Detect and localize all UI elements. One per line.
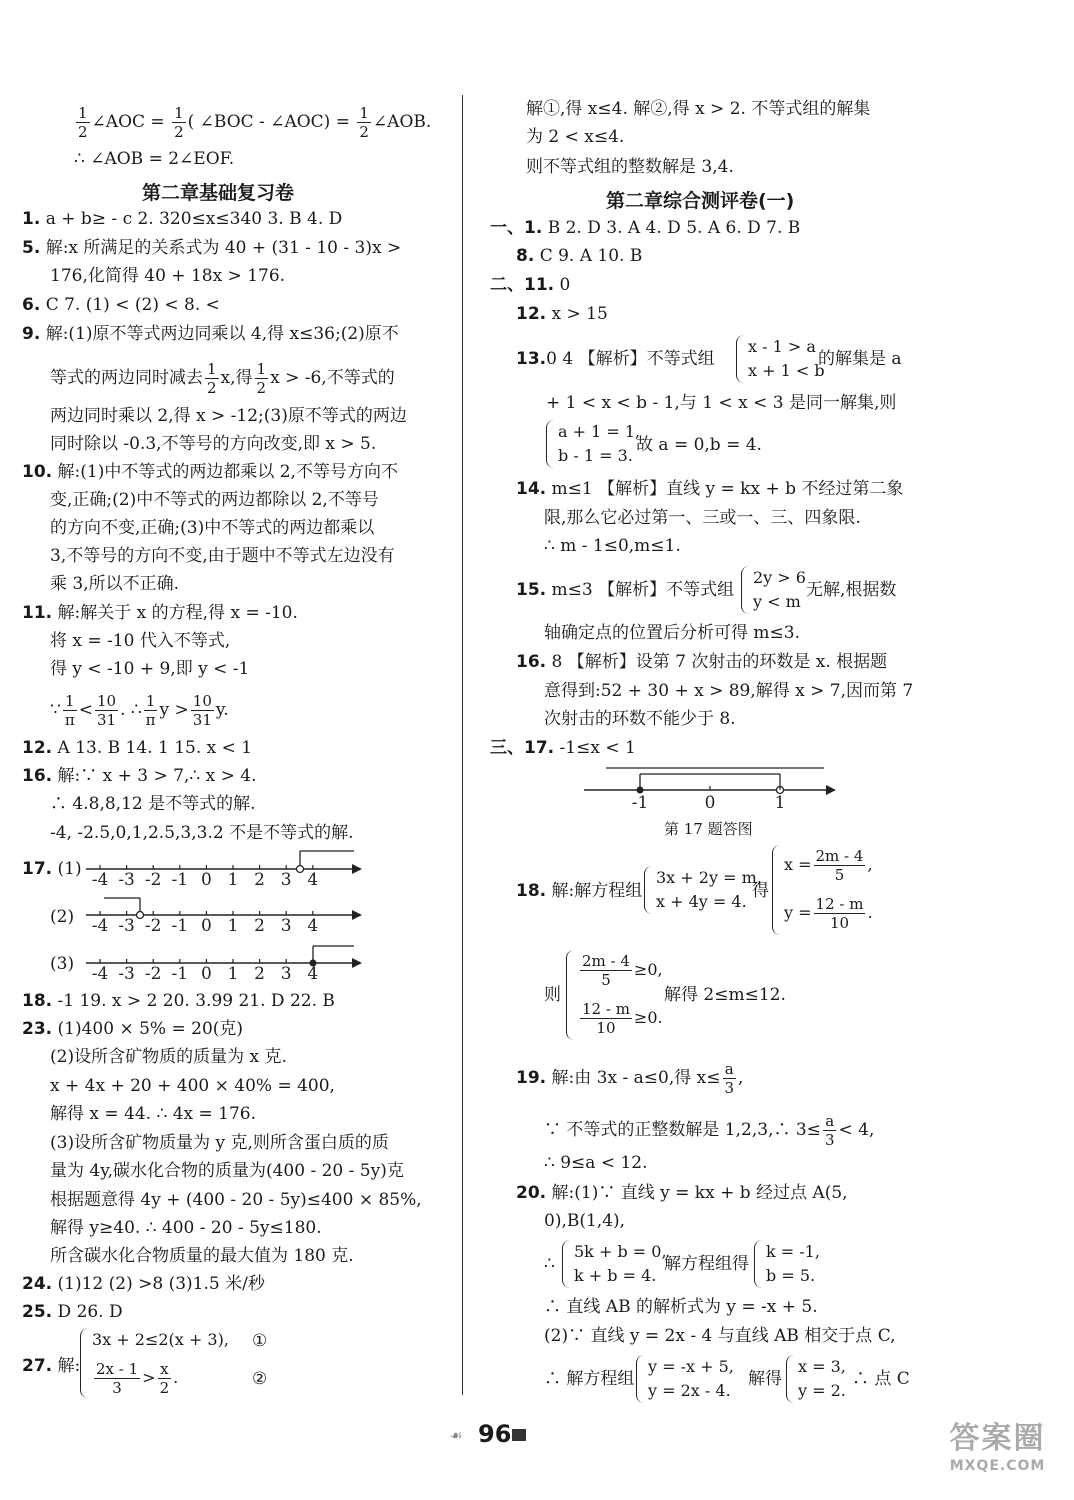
s17-tick-label: 0 [704,793,716,812]
s20-system-1: 5k + b = 0, k + b = 4. [562,1240,662,1290]
q17-tick-label: 2 [254,964,266,984]
answer-s14: 14. m≤1 【解析】直线 y = kx + b 不经过第二象 [516,479,904,499]
answer-q10-line2: 变,正确;(2)中不等式的两边都除以 2,不等号 [50,490,379,510]
right-line-3: 则不等式组的整数解是 3,4. [526,157,734,177]
answer-q11-line2: 将 x = -10 代入不等式, [50,631,231,651]
answer-q23-line3: x + 4x + 20 + 400 × 40% = 400, [50,1076,335,1096]
answer-s20: 20. 解:(1)∵ 直线 y = kx + b 经过点 A(5, [516,1183,848,1203]
s13-line-2: + 1 < x < b - 1,与 1 < x < 3 是同一解集,则 [546,393,897,413]
q17-tick-label: 3 [280,870,292,890]
q27-mark-2: ② [252,1369,268,1389]
column-divider [462,95,463,1395]
q17-tick-label: -4 [91,870,109,890]
answer-q23-line9: 所含碳水化合物质量的最大值为 180 克. [50,1246,354,1266]
answer-q10-line5: 乘 3,所以不正确. [50,574,180,594]
answer-q24: 24. (1)12 (2) >8 (3)1.5 米/秒 [22,1274,265,1294]
s20-text-5: ∴ 点 C [852,1369,910,1389]
s15-system: 2y > 6 y < m [741,566,811,616]
q27-mark-1: ① [252,1331,268,1351]
s13-system-2: a + 1 = 1, b - 1 = 3. [546,420,646,470]
s20-text-4: 解得 [748,1369,782,1389]
s20-text-3: ∴ 解方程组 [544,1369,635,1389]
s19-line-2: ∵ 不等式的正整数解是 1,2,3,∴ 3≤ $\frac{a}{3}$ < 4, [544,1112,875,1149]
q17-tick-label: 1 [227,916,239,936]
answer-q23-line7: 根据题意得 4y + (400 - 20 - 5y)≤400 × 85%, [50,1190,422,1210]
q17-tick-label: 4 [307,870,319,890]
section-title-basic-review: 第二章基础复习卷 [142,182,295,204]
s17-number-line [584,760,844,812]
answer-q23-line6: 量为 4y,碳水化合物的质量为(400 - 20 - 5y)克 [50,1161,404,1181]
answer-s8: 8. C 9. A 10. B [516,246,643,266]
s16-line-2: 意得到:52 + 30 + x > 89,解得 x > 7,因而第 7 [544,681,914,701]
answer-q12: 12. A 13. B 14. 1 15. x < 1 [22,738,253,758]
s20-system-2: k = -1, b = 5. [754,1240,834,1290]
s20-line-2: 0),B(1,4), [544,1211,626,1231]
s17-figure-caption: 第 17 题答图 [664,820,753,838]
answer-q10: 10. 解:(1)中不等式的两边都乘以 2,不等号方向不 [22,462,398,482]
q17-tick-label: -2 [144,964,162,984]
s20-therefore-1: ∴ [544,1254,555,1274]
q17-tick-label: -1 [171,916,189,936]
s13-text-3: 故 a = 0,b = 4. [636,435,762,455]
s20-line-5: (2)∵ 直线 y = 2x - 4 与直线 AB 相交于点 C, [544,1326,896,1346]
answer-q9-line2: 等式的两边同时减去 $\frac{1}{2}$ x,得 $\frac{1}{2}$ x > -6,不等式的 [50,360,395,397]
q17-tick-label: -4 [91,964,109,984]
q17-tick-label: 1 [227,870,239,890]
q17-label-3: (3) [50,954,75,974]
s18-solution: x = $\frac{2m - 4}{5}$ , y = $\frac{12 - m}{10}$ . [772,845,882,937]
page-ornament-icon: ☙ [450,1428,463,1444]
answer-q11-line4: ∵ $\frac{1}{\pi}$ < $\frac{10}{31}$ . ∴ $\frac{1}{\pi}$ y > $\frac{10}{31}$ y. [50,692,229,729]
s17-tick-label: 1 [774,793,786,812]
answer-q23-line5: (3)设所含矿物质量为 y 克,则所含蛋白质的质 [50,1133,389,1153]
s14-line-3: ∴ m - 1≤0,m≤1. [544,536,681,556]
answer-q25: 25. D 26. D [22,1302,123,1322]
s18-text-3: 则 [544,985,561,1005]
s20-system-4: x = 3, y = 2. [786,1355,856,1405]
answer-q18: 18. -1 19. x > 2 20. 3.99 21. D 22. B [22,991,335,1011]
q17-tick-label: -3 [118,870,135,890]
answer-s17: 三、17. -1≤x < 1 [490,738,636,758]
q17-tick-label: 3 [280,916,292,936]
q17-tick-label: 4 [307,916,319,936]
answer-q27: 27. 解: [22,1356,81,1376]
s18-text-2: 得 [752,881,769,901]
answer-q23-line4: 解得 x = 44. ∴ 4x = 176. [50,1104,257,1124]
q17-tick-label: 3 [280,964,292,984]
s14-line-2: 限,那么它必过第一、三或一、三、四象限. [544,508,861,528]
top-equation-line: $\frac{1}{2}$ ∠AOC = $\frac{1}{2}$ ( ∠BOC - ∠AOC) = $\frac{1}{2}$ ∠AOB. [78,104,432,141]
q17-tick-label: 4 [307,964,319,984]
q17-tick-label: -2 [144,916,162,936]
q17-tick-label: -1 [171,870,189,890]
q17-tick-label: -3 [118,964,135,984]
answer-q10-line4: 3,不等号的方向不变,由于题中不等式左边没有 [50,546,395,566]
answer-q11: 11. 解:解关于 x 的方程,得 x = -10. [22,603,298,623]
answer-q9-line4: 同时除以 -0.3,不等号的方向改变,即 x > 5. [50,434,377,454]
s15-text-2: 无解,根据数 [806,580,897,600]
s13-system: x - 1 > a x + 1 < b [736,335,826,385]
q27-system: 3x + 2≤2(x + 3), $\frac{2x - 1}{3}$ > $\frac{x}{2}$ . [80,1328,260,1400]
section-title-comprehensive: 第二章综合测评卷(一) [606,190,795,212]
s18-inequalities: $\frac{2m - 4}{5}$ ≥0, $\frac{12 - m}{10}$ ≥0. [566,950,666,1042]
answer-q11-line3: 得 y < -10 + 9,即 y < -1 [50,659,250,679]
page-number: 96 [478,1420,512,1448]
right-line-2: 为 2 < x≤4. [526,127,625,147]
s20-text-2: 解方程组得 [664,1254,749,1274]
answer-q16: 16. 解:∵ x + 3 > 7,∴ x > 4. [22,766,257,786]
answer-q16-line3: -4, -2.5,0,1,2.5,3,3.2 不是不等式的解. [50,823,354,843]
left-column [22,0,452,1420]
answer-q9-line3: 两边同时乘以 2,得 x > -12;(3)原不等式的两边 [50,406,407,426]
answer-s19: 19. 解:由 3x - a≤0,得 x≤ $\frac{a}{3}$ , [516,1060,744,1097]
answer-s16: 16. 8 【解析】设第 7 次射击的环数是 x. 根据题 [516,652,888,672]
s13-text-2: 的解集是 a [818,349,902,369]
answer-q23-line8: 解得 y≥40. ∴ 400 - 20 - 5y≤180. [50,1218,322,1238]
answer-q10-line3: 的方向不变,正确;(3)中不等式的两边都乘以 [50,518,375,538]
answer-q23-line2: (2)设所含矿物质的质量为 x 克. [50,1047,287,1067]
right-column [490,0,916,1420]
q17-tick-label: -2 [144,870,162,890]
s18-text-4: 解得 2≤m≤12. [664,985,786,1005]
watermark-logo: 答案圈 MXQE.COM [949,1421,1046,1474]
q17-tick-label: 2 [254,870,266,890]
q17-tick-label: -4 [91,916,109,936]
s16-line-3: 次射击的环数不能少于 8. [544,709,736,729]
right-line-1: 解①,得 x≤4. 解②,得 x > 2. 不等式组的解集 [526,99,871,119]
s18-system: 3x + 2y = m, x + 4y = 4. [644,866,764,916]
answer-s18: 18. 解:解方程组 [516,881,643,901]
q17-tick-label: 2 [254,916,266,936]
q17-tick-label: -3 [118,916,135,936]
q17-label-2: (2) [50,907,75,927]
answer-q5-line2: 176,化简得 40 + 18x > 176. [50,266,286,286]
page-ornament-box-icon [512,1429,526,1441]
q17-tick-label: -1 [171,964,189,984]
answer-q5: 5. 解:x 所满足的关系式为 40 + (31 - 10 - 3)x > [22,238,402,258]
answer-q1: 1. a + b≥ - c 2. 320≤x≤340 3. B 4. D [22,209,343,229]
top-conclusion: ∴ ∠AOB = 2∠EOF. [74,149,235,169]
answer-q23: 23. (1)400 × 5% = 20(克) [22,1019,244,1039]
answer-s15: 15. m≤3 【解析】不等式组 [516,580,735,600]
answer-s1: 一、1. B 2. D 3. A 4. D 5. A 6. D 7. B [490,218,801,238]
answer-s13: 13.0 4 【解析】不等式组 [516,349,715,369]
answer-s12: 12. x > 15 [516,304,608,324]
answer-s11: 二、11. 0 [490,275,571,295]
q17-tick-label: 1 [227,964,239,984]
s20-system-3: y = -x + 5, y = 2x - 4. [636,1355,736,1405]
answer-q9: 9. 解:(1)原不等式两边同乘以 4,得 x≤36;(2)原不 [22,324,399,344]
q17-tick-label: 0 [200,870,212,890]
s20-line-4: ∴ 直线 AB 的解析式为 y = -x + 5. [544,1297,818,1317]
q17-tick-label: 0 [200,916,212,936]
answer-q16-line2: ∴ 4.8,8,12 是不等式的解. [50,794,256,814]
q17-tick-label: 0 [200,964,212,984]
q17-number-lines [82,845,372,990]
answer-q17: 17. (1) [22,859,82,879]
s19-line-3: ∴ 9≤a < 12. [544,1153,648,1173]
answer-q6: 6. C 7. (1) < (2) < 8. < [22,295,220,315]
s15-line-2: 轴确定点的位置后分析可得 m≤3. [544,623,800,643]
s17-tick-label: -1 [631,793,649,812]
